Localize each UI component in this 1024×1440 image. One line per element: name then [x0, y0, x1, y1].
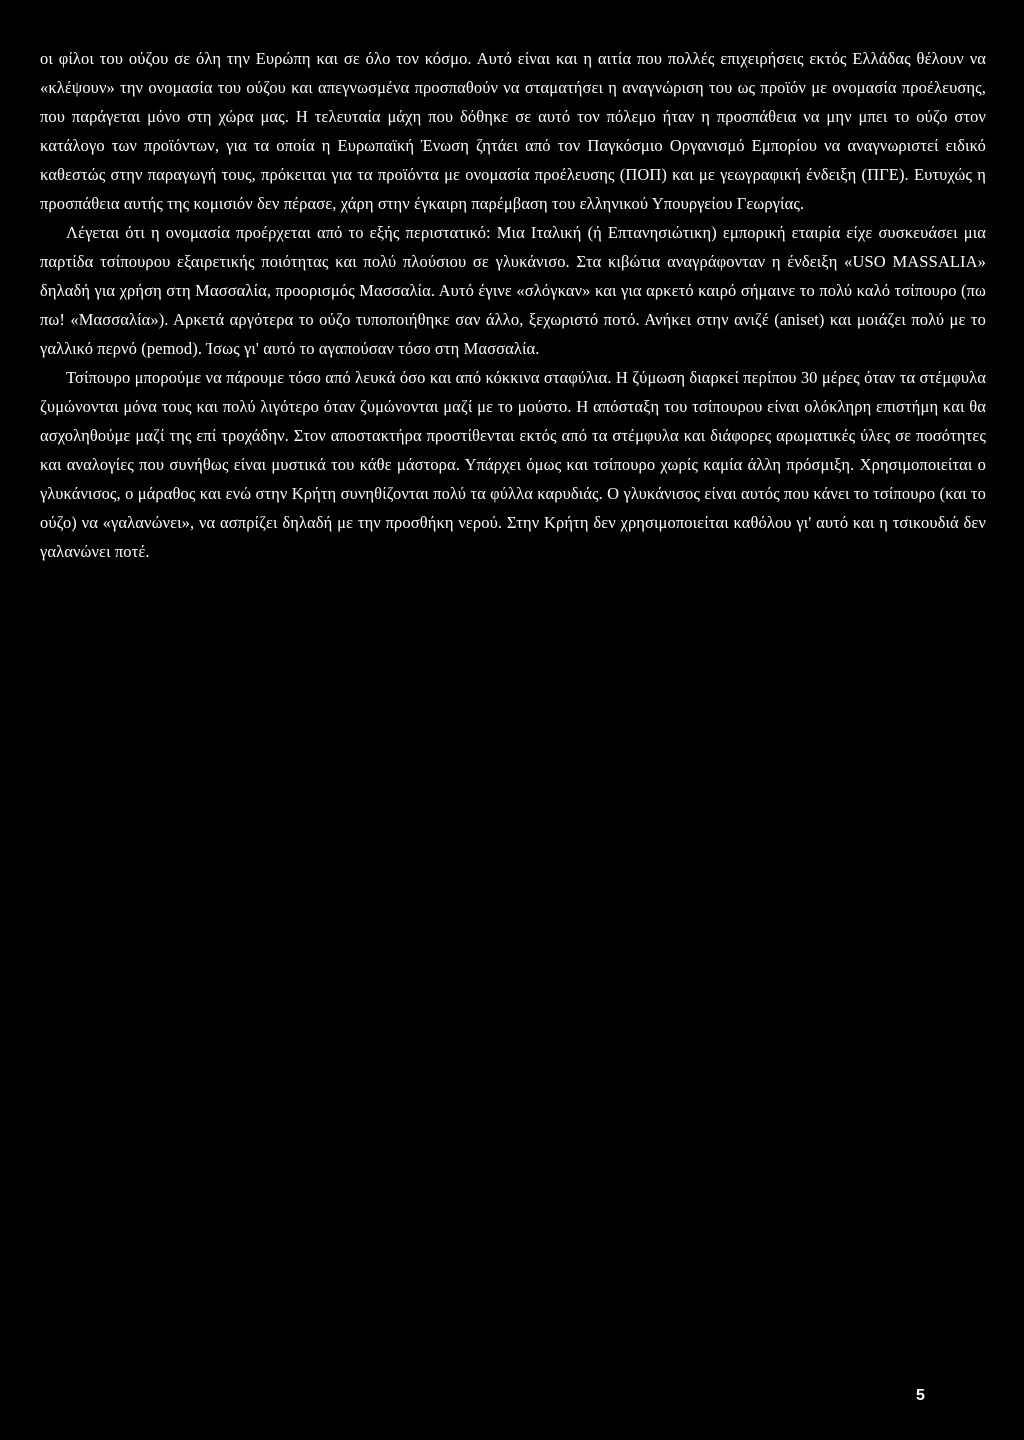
paragraph-distillation: Τσίπουρο μπορούμε να πάρουμε τόσο από λευκά όσο και από κόκκινα σταφύλια. Η ζύμωση διαρκεί περίπου 30 μέρες όταν τα στέμφυλα ζυμώνονται μόνα τους και πολύ λιγότερο όταν ζυμώνονται μαζί με το μούστο. Η απόσταξη του τσίπουρου είναι ολόκληρη επιστήμη και θα ασχοληθούμε μαζί της επί τροχάδην. Στον αποστακτήρα προστίθενται εκτός από τα στέμφυλα και διάφορες αρωματικές ύλες σε ποσότητες και αναλογίες που συνήθως είναι μυστικά του κάθε μάστορα. Υπάρχει όμως και τσίπουρο χωρίς καμία άλλη πρόσμιξη. Χρησιμοποιείται ο γλυκάνισος, ο μάραθος και ενώ στην Κρήτη συνηθίζονται πολύ τα φύλλα καρυδιάς. Ο γλυκάνισος είναι αυτός που κάνει το τσίπουρο (και το ούζο) να «γαλανώνει», να ασπρίζει δηλαδή με την προσθήκη νερού. Στην Κρήτη δεν χρησιμοποιείται καθόλου γι' αυτό και η τσικουδιά δεν γαλανώνει ποτέ. [40, 368, 986, 561]
body-text [40, 44, 986, 566]
paragraph-name-origin: Λέγεται ότι η ονομασία προέρχεται από το εξής περιστατικό: Μια Ιταλική (ή Επτανησιώτικη) εμπορική εταιρία είχε συσκευάσει μια παρτίδα τσίπουρου εξαιρετικής ποιότητας και πολύ πλούσιου σε γλυκάνισο. Στα κιβώτια αναγράφονταν η ένδειξη «USO MASSALIA» δηλαδή για χρήση στη Μασσαλία, προορισμός Μασσαλία. Αυτό έγινε «σλόγκαν» και για αρκετό καιρό σήμαινε το πολύ καλό τσίπουρο (πω πω! «Μασσαλία»). Αρκετά αργότερα το ούζο τυποποιήθηκε σαν άλλο, ξεχωριστό ποτό. Ανήκει στην ανιζέ (aniset) και μοιάζει πολύ με το γαλλικό περνό (pemod). Ίσως γι' αυτό το αγαπούσαν τόσο στη Μασσαλία. [40, 223, 986, 358]
paragraph-continuation: οι φίλοι του ούζου σε όλη την Ευρώπη και σε όλο τον κόσμο. Αυτό είναι και η αιτία που πολλές επιχειρήσεις εκτός Ελλάδας θέλουν να «κλέψουν» την ονομασία του ούζου και απεγνωσμένα προσπαθούν να σταματήσει η αναγνώριση του ως προϊόν με ονομασία προέλευσης, που παράγεται μόνο στη χώρα μας. Η τελευταία μάχη που δόθηκε σε αυτό τον πόλεμο ήταν η προσπάθεια να μην μπει το ούζο στον κατάλογο των προϊόντων, για τα οποία η Ευρωπαϊκή Ένωση ζητάει από τον Παγκόσμιο Οργανισμό Εμπορίου να αναγνωριστεί ειδικό καθεστώς στην παραγωγή τους, πρόκειται για τα προϊόντα με ονομασία προέλευσης (ΠΟΠ) και με γεωγραφική ένδειξη (ΠΓΕ). Ευτυχώς η προσπάθεια αυτής της κομισιόν δεν πέρασε, χάρη στην έγκαιρη παρέμβαση του ελληνικού Υπουργείου Γεωργίας. [40, 49, 986, 213]
page-number: 5 [916, 1387, 925, 1404]
